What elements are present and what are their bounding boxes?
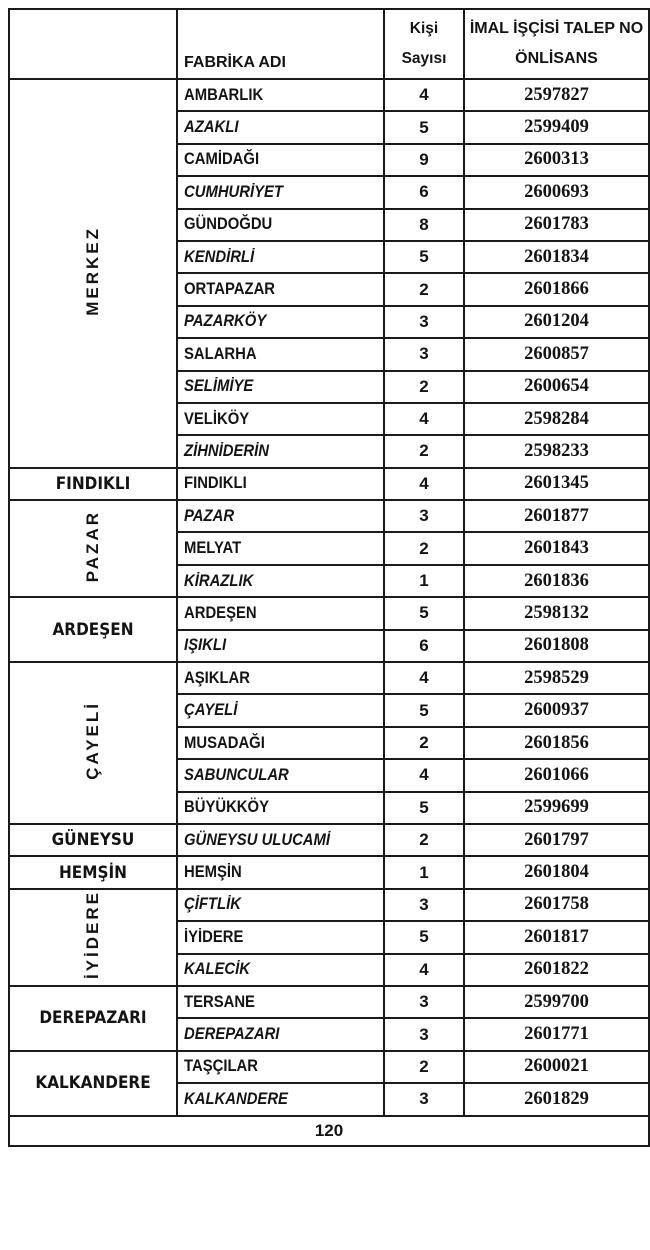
person-count: 5 xyxy=(384,241,464,273)
district-cell: FINDIKLI xyxy=(9,468,177,500)
factory-name: MELYAT xyxy=(184,539,242,558)
request-number: 2600313 xyxy=(464,144,649,176)
request-number: 2601758 xyxy=(464,889,649,921)
request-number: 2600021 xyxy=(464,1051,649,1083)
request-number: 2601843 xyxy=(464,532,649,564)
factory-name-cell xyxy=(177,209,384,241)
district-label: PAZAR xyxy=(83,510,102,583)
person-count: 2 xyxy=(384,435,464,467)
person-count: 3 xyxy=(384,306,464,338)
request-number: 2601829 xyxy=(464,1083,649,1115)
request-number: 2601804 xyxy=(464,856,649,888)
request-number: 2601771 xyxy=(464,1018,649,1050)
factory-name-cell xyxy=(177,727,384,759)
factory-name: PAZARKÖY xyxy=(184,312,267,331)
total-count: 120 xyxy=(9,1116,649,1146)
table-row xyxy=(9,468,649,500)
header-factory-name: FABRİKA ADI xyxy=(177,9,384,79)
request-number: 2600857 xyxy=(464,338,649,370)
factory-table-sheet xyxy=(8,8,648,1147)
request-number: 2601822 xyxy=(464,954,649,986)
factory-name: KALECİK xyxy=(184,960,251,979)
factory-name-cell xyxy=(177,176,384,208)
factory-name-cell xyxy=(177,694,384,726)
factory-name-cell xyxy=(177,986,384,1018)
factory-name-cell xyxy=(177,889,384,921)
table-row xyxy=(9,597,649,629)
request-number: 2601204 xyxy=(464,306,649,338)
factory-name: İYİDERE xyxy=(184,927,244,946)
district-cell xyxy=(9,889,177,986)
factory-name: PAZAR xyxy=(184,506,235,525)
request-number: 2599699 xyxy=(464,792,649,824)
person-count: 6 xyxy=(384,176,464,208)
table-row xyxy=(9,1051,649,1083)
factory-name-cell xyxy=(177,662,384,694)
person-count: 3 xyxy=(384,338,464,370)
request-number: 2598233 xyxy=(464,435,649,467)
district-cell: KALKANDERE xyxy=(9,1051,177,1116)
district-cell: ARDEŞEN xyxy=(9,597,177,662)
person-count: 6 xyxy=(384,630,464,662)
header-person-count-line1: Kişi xyxy=(409,20,439,37)
factory-name: SALARHA xyxy=(184,344,257,363)
request-number: 2601856 xyxy=(464,727,649,759)
factory-name: KİRAZLIK xyxy=(184,571,254,590)
factory-name-cell xyxy=(177,338,384,370)
table-row xyxy=(9,889,649,921)
factory-name: SABUNCULAR xyxy=(184,765,289,784)
district-cell xyxy=(9,662,177,824)
header-person-count-line2: Sayısı xyxy=(401,50,447,67)
factory-name-cell xyxy=(177,500,384,532)
factory-name-cell xyxy=(177,1083,384,1115)
factory-name: GÜNEYSU ULUCAMİ xyxy=(184,830,331,849)
factory-name: ORTAPAZAR xyxy=(184,280,276,299)
request-number: 2601345 xyxy=(464,468,649,500)
person-count: 3 xyxy=(384,1018,464,1050)
factory-name-cell xyxy=(177,1051,384,1083)
header-empty-cell xyxy=(9,9,177,79)
header-person-count xyxy=(384,9,464,79)
person-count: 2 xyxy=(384,273,464,305)
district-cell xyxy=(9,500,177,597)
factory-name: GÜNDOĞDU xyxy=(184,215,273,234)
request-number: 2600937 xyxy=(464,694,649,726)
factory-name: CAMİDAĞI xyxy=(184,150,260,169)
person-count: 4 xyxy=(384,468,464,500)
request-number: 2601783 xyxy=(464,209,649,241)
request-number: 2600693 xyxy=(464,176,649,208)
factory-name-cell xyxy=(177,403,384,435)
table-row xyxy=(9,986,649,1018)
factory-name: ARDEŞEN xyxy=(184,603,257,622)
factory-name: HEMŞİN xyxy=(184,863,242,882)
factory-name-cell xyxy=(177,371,384,403)
factory-name: IŞIKLI xyxy=(184,636,227,655)
person-count: 5 xyxy=(384,694,464,726)
factory-name: TERSANE xyxy=(184,992,255,1011)
request-number: 2601877 xyxy=(464,500,649,532)
person-count: 3 xyxy=(384,889,464,921)
header-row xyxy=(9,9,649,79)
factory-name-cell xyxy=(177,532,384,564)
person-count: 2 xyxy=(384,727,464,759)
total-row xyxy=(9,1116,649,1146)
factory-name-cell xyxy=(177,79,384,111)
person-count: 1 xyxy=(384,856,464,888)
person-count: 2 xyxy=(384,532,464,564)
factory-name: ZİHNİDERİN xyxy=(184,441,269,460)
person-count: 3 xyxy=(384,986,464,1018)
table-row xyxy=(9,500,649,532)
factory-name-cell xyxy=(177,565,384,597)
person-count: 2 xyxy=(384,1051,464,1083)
request-number: 2601797 xyxy=(464,824,649,856)
request-number: 2600654 xyxy=(464,371,649,403)
factory-name-cell xyxy=(177,273,384,305)
request-number: 2601817 xyxy=(464,921,649,953)
factory-name: KALKANDERE xyxy=(184,1089,288,1108)
request-number: 2599409 xyxy=(464,111,649,143)
header-request-no-line2: ÖNLİSANS xyxy=(515,50,598,67)
table-row xyxy=(9,662,649,694)
person-count: 4 xyxy=(384,403,464,435)
factory-name: MUSADAĞI xyxy=(184,733,265,752)
district-cell: GÜNEYSU xyxy=(9,824,177,856)
request-number: 2601836 xyxy=(464,565,649,597)
request-number: 2601834 xyxy=(464,241,649,273)
factory-name-cell xyxy=(177,597,384,629)
factory-name: CUMHURİYET xyxy=(184,182,283,201)
factory-name-cell xyxy=(177,824,384,856)
person-count: 4 xyxy=(384,759,464,791)
factory-name-cell xyxy=(177,435,384,467)
person-count: 2 xyxy=(384,371,464,403)
request-number: 2601808 xyxy=(464,630,649,662)
factory-name: ÇİFTLİK xyxy=(184,895,241,914)
person-count: 3 xyxy=(384,1083,464,1115)
factory-name-cell xyxy=(177,630,384,662)
district-label: ÇAYELİ xyxy=(83,701,102,780)
request-number: 2598529 xyxy=(464,662,649,694)
factory-name-cell xyxy=(177,144,384,176)
person-count: 5 xyxy=(384,792,464,824)
person-count: 4 xyxy=(384,662,464,694)
factory-name: FINDIKLI xyxy=(184,474,247,493)
table-row xyxy=(9,79,649,111)
person-count: 4 xyxy=(384,79,464,111)
factory-name-cell xyxy=(177,111,384,143)
district-label: MERKEZ xyxy=(83,225,102,316)
factory-table xyxy=(8,8,650,1147)
factory-name-cell xyxy=(177,759,384,791)
factory-name: KENDİRLİ xyxy=(184,247,255,266)
factory-name-cell xyxy=(177,1018,384,1050)
factory-name-cell xyxy=(177,921,384,953)
person-count: 3 xyxy=(384,500,464,532)
header-request-no-line1: İMAL İŞÇİSİ TALEP NO xyxy=(469,20,644,37)
district-label: İYİDERE xyxy=(83,890,102,980)
factory-name: AZAKLI xyxy=(184,118,239,137)
factory-name: DEREPAZARI xyxy=(184,1025,280,1044)
factory-name: AŞIKLAR xyxy=(184,668,251,687)
person-count: 8 xyxy=(384,209,464,241)
person-count: 5 xyxy=(384,597,464,629)
header-request-no xyxy=(464,9,649,79)
request-number: 2599700 xyxy=(464,986,649,1018)
person-count: 4 xyxy=(384,954,464,986)
factory-name: SELİMİYE xyxy=(184,377,254,396)
factory-name-cell xyxy=(177,792,384,824)
factory-name-cell xyxy=(177,954,384,986)
factory-name: ÇAYELİ xyxy=(184,701,238,720)
person-count: 1 xyxy=(384,565,464,597)
request-number: 2598284 xyxy=(464,403,649,435)
person-count: 2 xyxy=(384,824,464,856)
request-number: 2601866 xyxy=(464,273,649,305)
factory-name: AMBARLIK xyxy=(184,85,264,104)
person-count: 9 xyxy=(384,144,464,176)
district-cell: HEMŞİN xyxy=(9,856,177,888)
factory-name: TAŞÇILAR xyxy=(184,1057,258,1076)
factory-name: BÜYÜKKÖY xyxy=(184,798,269,817)
person-count: 5 xyxy=(384,921,464,953)
factory-name-cell xyxy=(177,856,384,888)
table-row xyxy=(9,856,649,888)
request-number: 2598132 xyxy=(464,597,649,629)
person-count: 5 xyxy=(384,111,464,143)
factory-name-cell xyxy=(177,468,384,500)
table-row xyxy=(9,824,649,856)
district-cell xyxy=(9,79,177,468)
request-number: 2597827 xyxy=(464,79,649,111)
factory-name: VELİKÖY xyxy=(184,409,250,428)
factory-name-cell xyxy=(177,306,384,338)
factory-name-cell xyxy=(177,241,384,273)
district-cell: DEREPAZARI xyxy=(9,986,177,1051)
request-number: 2601066 xyxy=(464,759,649,791)
